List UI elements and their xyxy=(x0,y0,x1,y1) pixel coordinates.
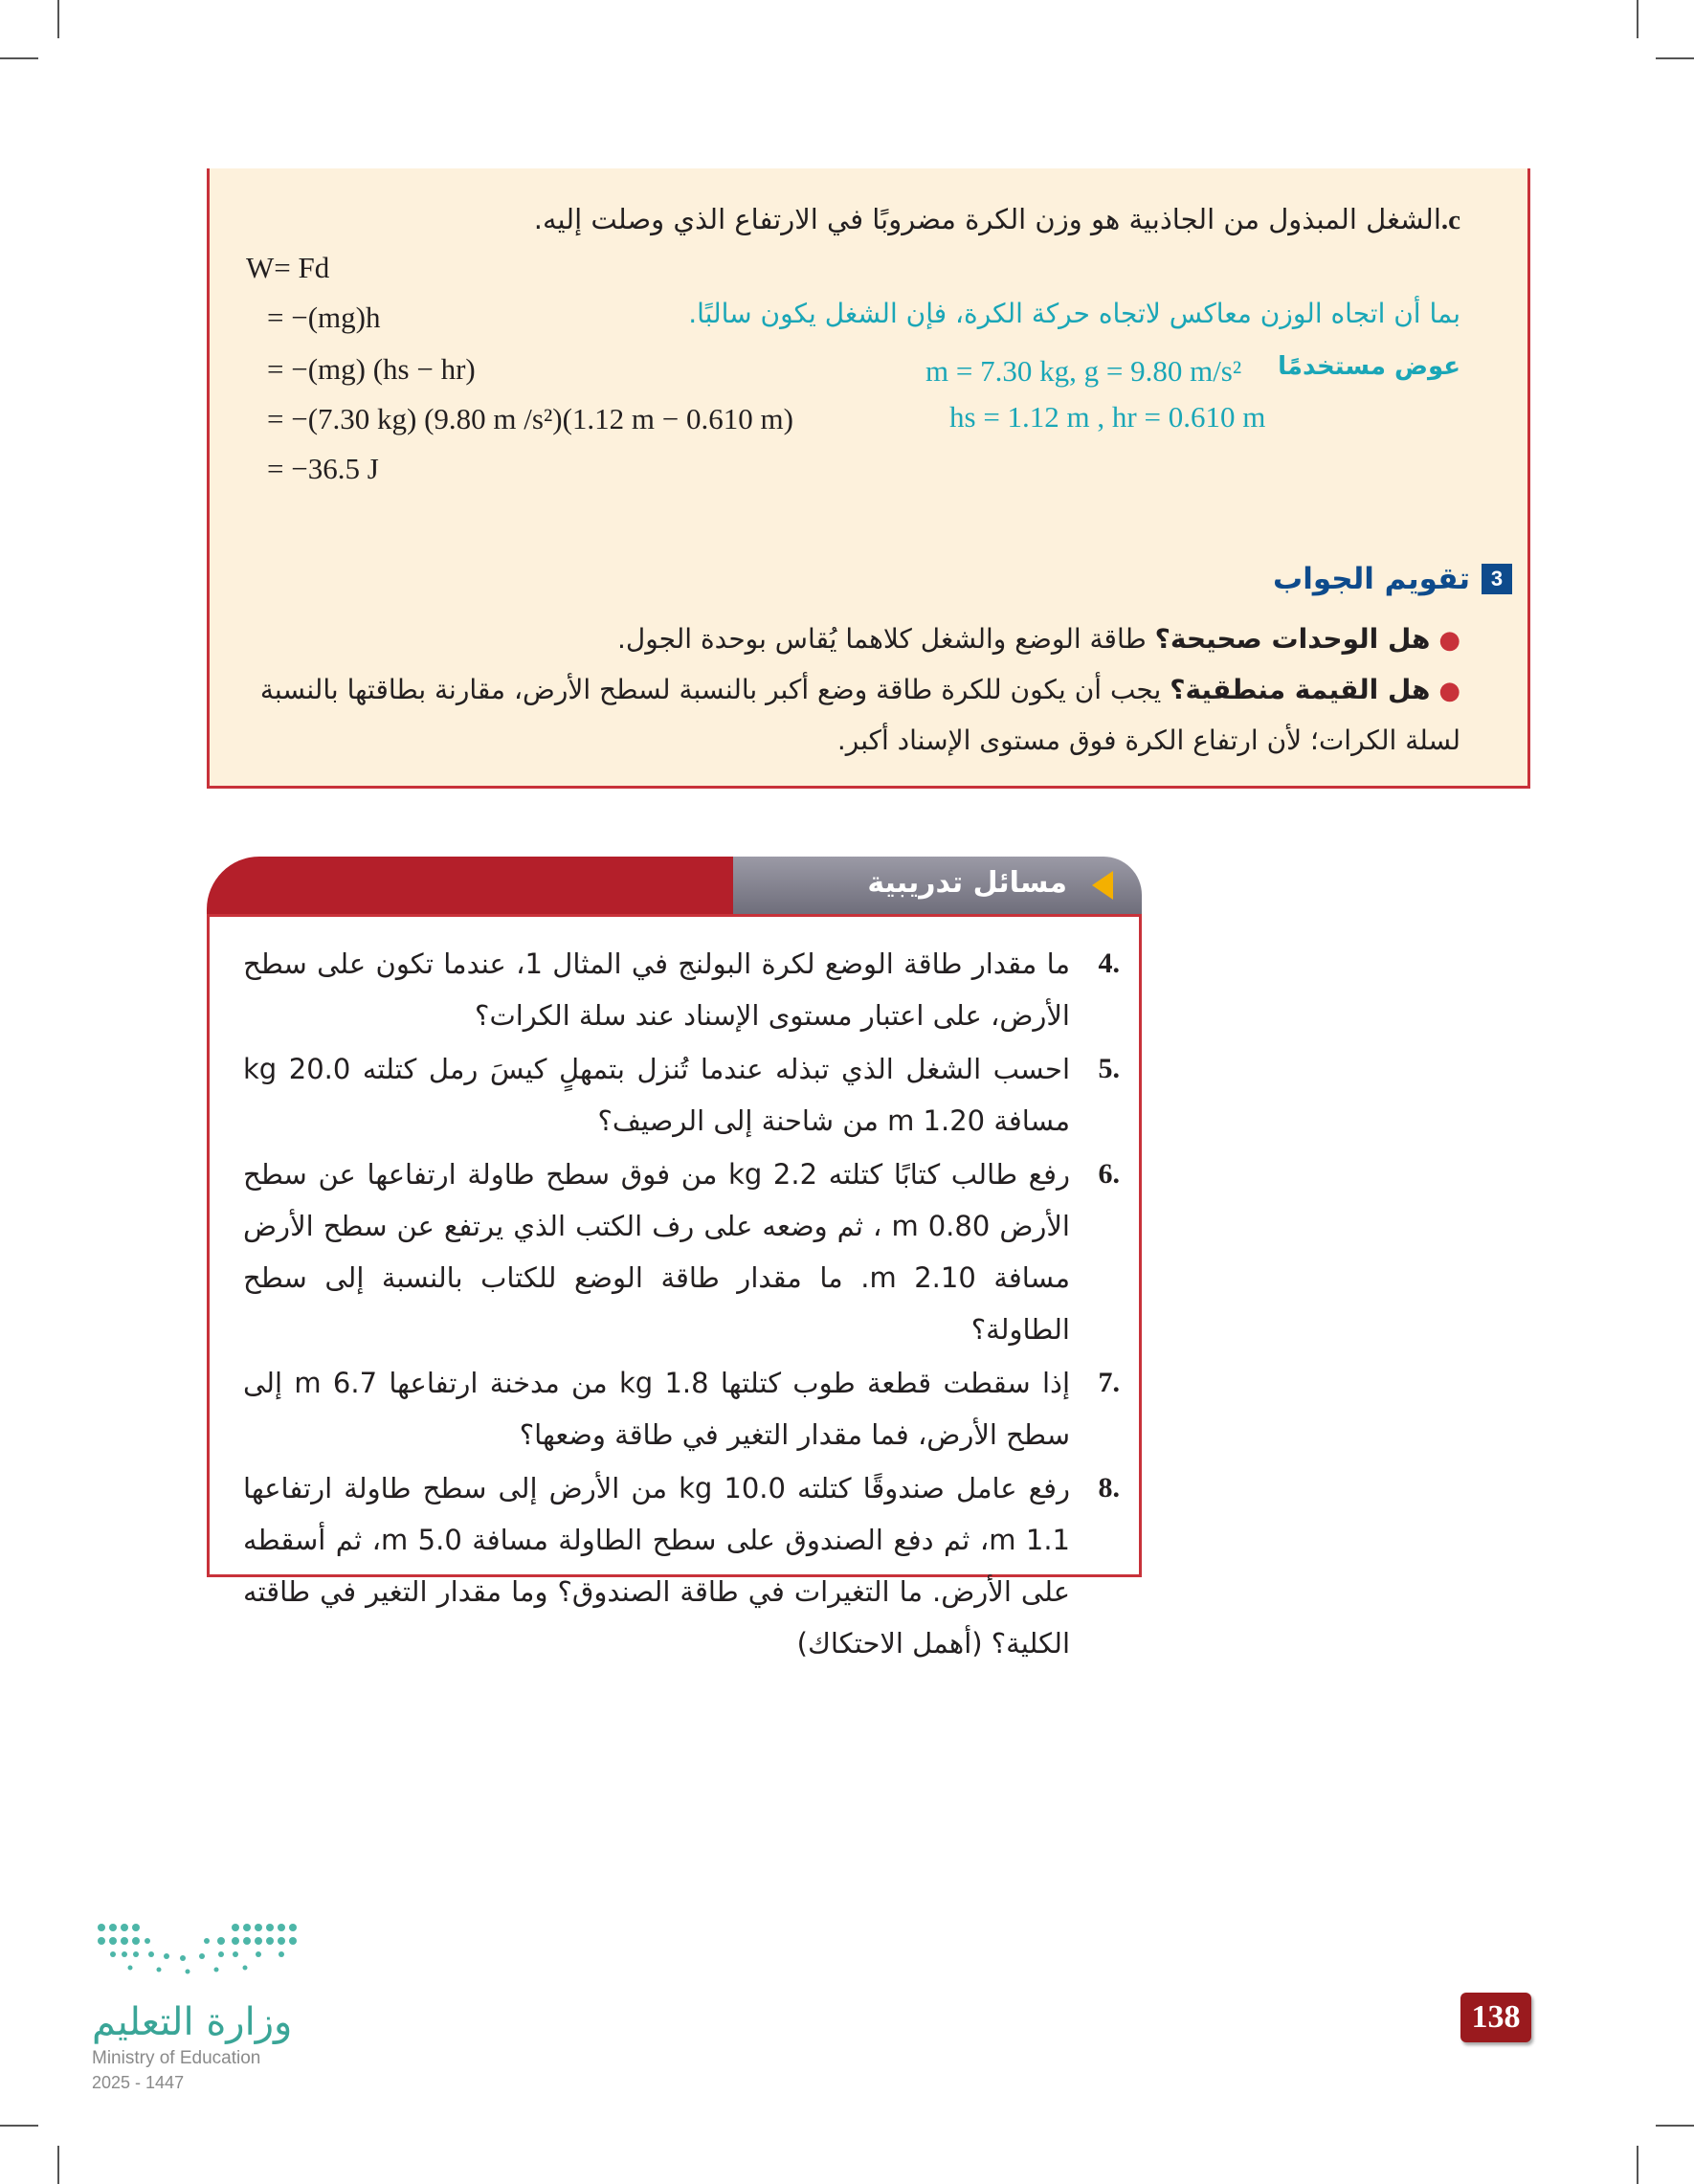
problem-number: .4 xyxy=(1098,947,1120,979)
practice-body xyxy=(207,914,1142,1660)
units-answer: طاقة الوضع والشغل كلاهما يُقاس بوحدة الجول. xyxy=(616,623,1155,655)
problem-list xyxy=(243,938,1120,1671)
problem-text: احسب الشغل الذي تبذله عندما تُنزل بتمهلٍ كيسَ رمل كتلته 20.0 kg مسافة 1.20 m من شاحنة إلى الرصيف؟ xyxy=(243,1053,1070,1137)
reasonable-question: هل القيمة منطقية؟ xyxy=(1170,674,1431,705)
ministry-logo-icon xyxy=(92,1914,312,2010)
problem-item xyxy=(243,1462,1120,1669)
evaluate-answer-title: تقويم الجواب xyxy=(1273,562,1470,596)
substitute-label: عوض مستخدمًا xyxy=(1278,352,1460,381)
part-c-text: الشغل المبذول من الجاذبية هو وزن الكرة مضروبًا في الارتفاع الذي وصلت إليه. xyxy=(533,203,1441,235)
crop-mark xyxy=(1656,2125,1694,2127)
ministry-name-english: Ministry of Education xyxy=(92,2048,261,2068)
crop-mark xyxy=(1656,57,1694,59)
given-values-1: m = 7.30 kg, g = 9.80 m/s² xyxy=(925,354,1242,388)
problem-text: إذا سقطت قطعة طوب كتلتها 1.8 kg من مدخنة ارتفاعها 6.7 m إلى سطح الأرض، فما مقدار التغير في طاقة وضعها؟ xyxy=(243,1367,1070,1451)
problem-item xyxy=(243,938,1120,1041)
example-solution-box xyxy=(207,168,1530,789)
problem-number: .6 xyxy=(1098,1158,1120,1190)
crop-mark xyxy=(1637,0,1638,38)
given-values-2: hs = 1.12 m , hr = 0.610 m xyxy=(949,400,1266,434)
problem-text: ما مقدار طاقة الوضع لكرة البولنج في المثال 1، عندما تكون على سطح الأرض، على اعتبار مستوى الإسناد عند سلة الكرات؟ xyxy=(243,947,1070,1032)
practice-title: مسائل تدريبية xyxy=(867,866,1067,900)
bullet-icon: ● xyxy=(1438,677,1460,705)
bullet-icon: ● xyxy=(1438,626,1460,655)
academic-year: 2025 - 1447 xyxy=(92,2073,185,2092)
equation-line-1: W= Fd xyxy=(246,251,330,284)
equation-line-5: = −36.5 J xyxy=(267,452,379,485)
problem-number: .7 xyxy=(1098,1367,1120,1398)
crop-mark xyxy=(57,2146,59,2184)
reasonable-check xyxy=(238,665,1460,766)
page-number: 138 xyxy=(1460,1993,1531,2042)
crop-mark xyxy=(57,0,59,38)
part-c-label: c. xyxy=(1440,205,1460,235)
equation-line-4: = −(7.30 kg) (9.80 m /s²)(1.12 m − 0.610 m) xyxy=(267,402,793,435)
panel-header-red xyxy=(207,857,743,914)
evaluate-answer-heading xyxy=(1273,562,1512,596)
crop-mark xyxy=(0,57,38,59)
step-number-badge: 3 xyxy=(1482,564,1512,594)
equation-line-3: = −(mg) (hs − hr) xyxy=(267,352,476,386)
panel-header-tab xyxy=(733,857,1142,914)
problem-item xyxy=(243,1357,1120,1460)
problem-text: رفع طالب كتابًا كتلته 2.2 kg من فوق سطح طاولة ارتفاعها عن سطح الأرض 0.80 m ، ثم وضعه على رف الكتب الذي يرتفع عن سطح الأرض مسافة 2.10 m. ما مقدار طاقة الوضع للكتاب بالنسبة إلى سطح الطاولة؟ xyxy=(243,1158,1070,1346)
arrow-left-icon xyxy=(1092,871,1113,900)
crop-mark xyxy=(1637,2146,1638,2184)
problem-item xyxy=(243,1148,1120,1355)
problem-number: .8 xyxy=(1098,1472,1120,1504)
problem-text: رفع عامل صندوقًا كتلته 10.0 kg من الأرض إلى سطح طاولة ارتفاعها 1.1 m، ثم دفع الصندوق على سطح الطاولة مسافة 5.0 m، ثم أسقطه على الأرض. ما التغيرات في طاقة الصندوق؟ وما مقدار التغير في طاقته الكلية؟ (أهمل الاحتكاك) xyxy=(243,1472,1070,1660)
reasonable-answer: يجب أن يكون للكرة طاقة وضع أكبر بالنسبة لسطح الأرض، مقارنة بطاقتها بالنسبة لسلة الكرات؛ لأن ارتفاع الكرة فوق مستوى الإسناد أكبر. xyxy=(259,674,1460,756)
units-check xyxy=(238,614,1460,665)
ministry-name-arabic: وزارة التعليم xyxy=(92,2000,293,2044)
units-question: هل الوحدات صحيحة؟ xyxy=(1154,623,1431,655)
part-c-statement xyxy=(534,203,1460,236)
equation-line-2: = −(mg)h xyxy=(267,301,381,334)
problem-number: .5 xyxy=(1098,1053,1120,1084)
practice-problems-panel xyxy=(207,857,1142,1660)
evaluation-bullets xyxy=(238,614,1460,766)
crop-mark xyxy=(0,2125,38,2127)
sign-note: بما أن اتجاه الوزن معاكس لاتجاه حركة الكرة، فإن الشغل يكون سالبًا. xyxy=(688,298,1460,329)
problem-item xyxy=(243,1043,1120,1147)
